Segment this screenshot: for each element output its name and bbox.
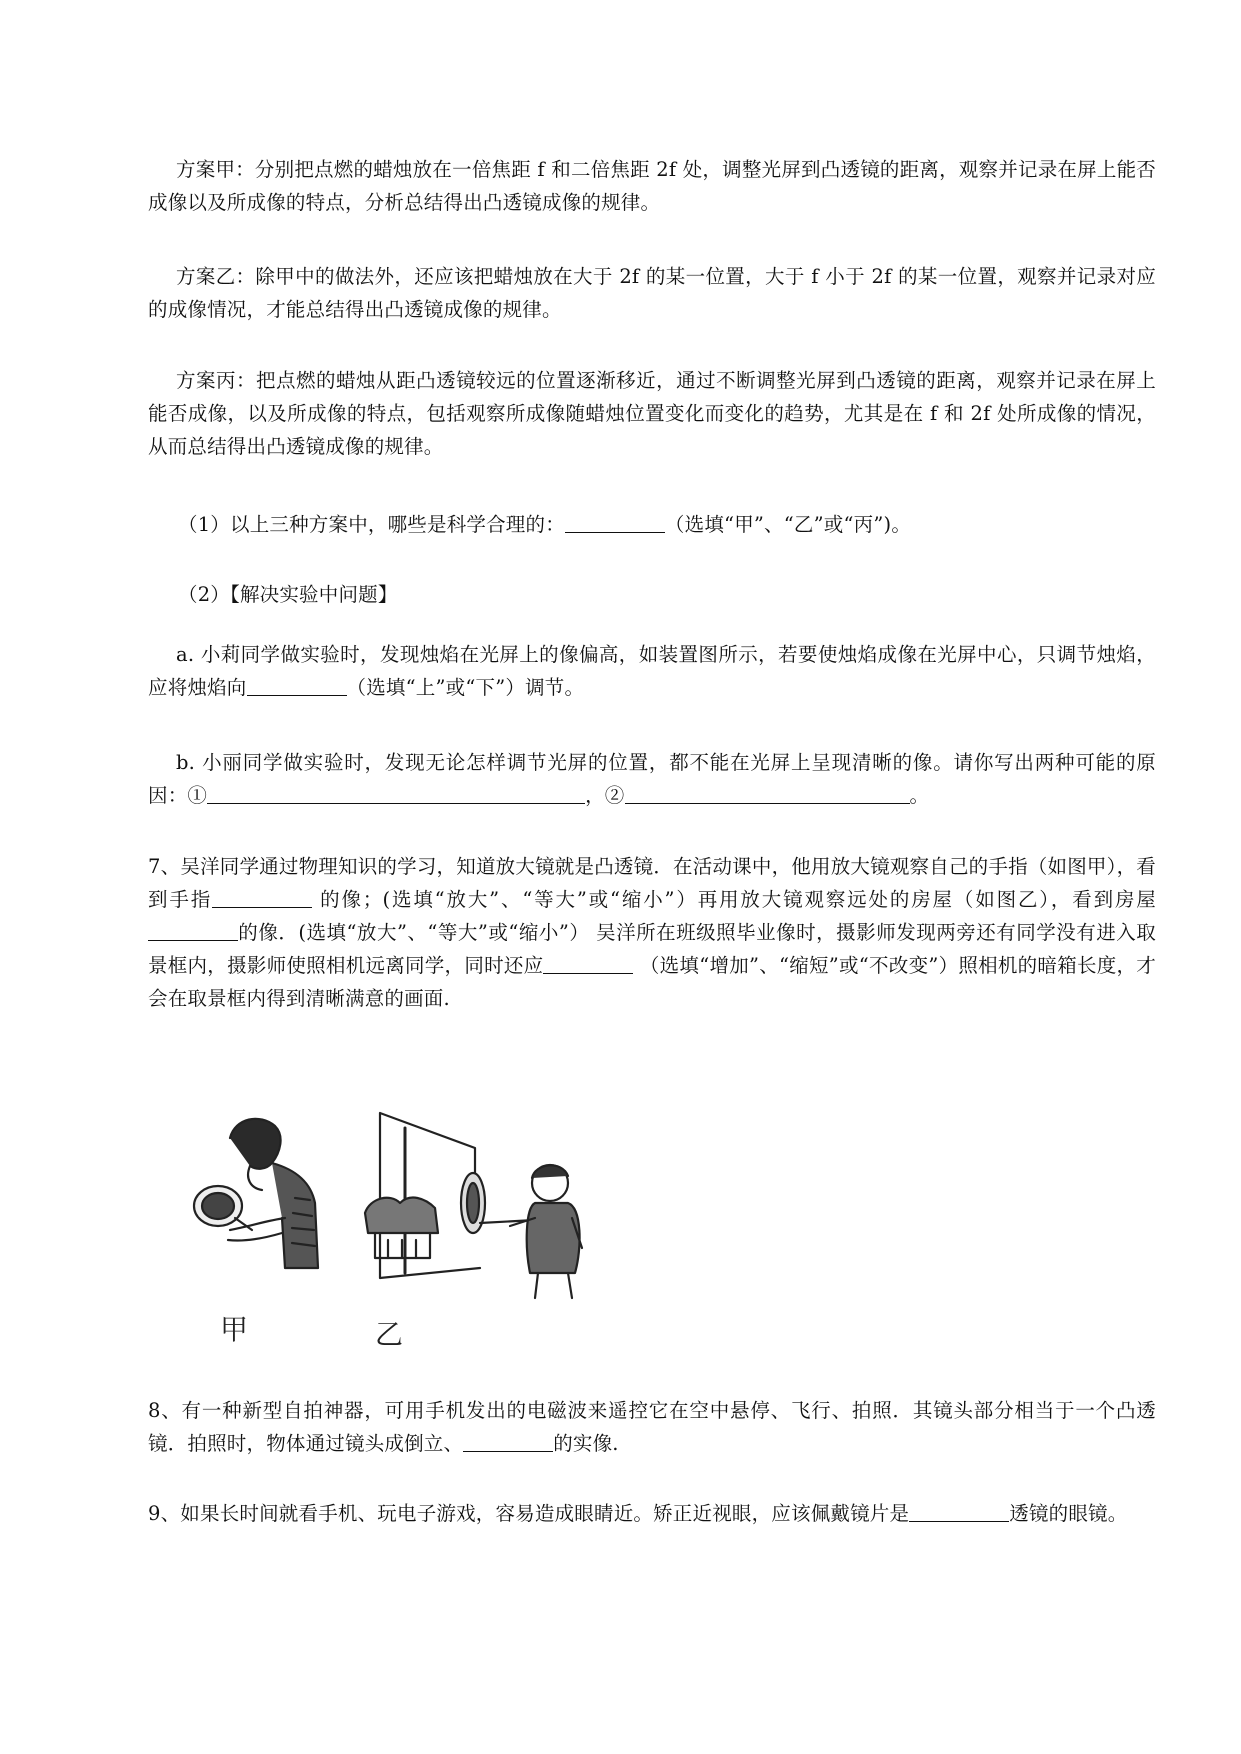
question-2b	[148, 746, 1156, 812]
question-1-text: （1）以上三种方案中，哪些是科学合理的：	[178, 513, 565, 536]
question-2a	[148, 638, 1156, 704]
question-1	[148, 508, 1156, 541]
figure-label-jia: 甲	[220, 1313, 249, 1346]
answer-blank-7-3[interactable]	[543, 951, 633, 974]
answer-blank-7-1[interactable]	[212, 885, 312, 908]
question-9-end: 透镜的眼镜。	[1009, 1502, 1128, 1525]
question-7-part2: 的像；(选填“放大”、“等大”或“缩小”）再用放大镜观察远处的房屋（如图乙），看到房屋	[312, 888, 1157, 911]
plan-bing-paragraph: 方案丙：把点燃的蜡烛从距凸透镜较远的位置逐渐移近，通过不断调整光屏到凸透镜的距离，观察并记录在屏上能否成像，以及所成像的特点，包括观察所成像随蜡烛位置变化而变化的趋势，尤其是在 f 和 2f 处所成像的情况，从而总结得出凸透镜成像的规律。	[148, 369, 1156, 458]
question-7	[148, 850, 1156, 1015]
question-8	[148, 1394, 1156, 1460]
question-9	[148, 1497, 1156, 1530]
plan-jia-paragraph: 方案甲：分别把点燃的蜡烛放在一倍焦距 f 和二倍焦距 2f 处，调整光屏到凸透镜的距离，观察并记录在屏上能否成像以及所成像的特点，分析总结得出凸透镜成像的规律。	[148, 158, 1156, 214]
question-2b-text: b. 小丽同学做实验时，发现无论怎样调节光屏的位置，都不能在光屏上呈现清晰的像。请你写出两种可能的原因：①	[148, 751, 1156, 807]
question-7-part3: 的像．(选填“放大”、“等大”或“缩小”） 吴洋所在班级照毕业像时，摄影师发现两旁还有同学没有进入取景框内，摄影师使照相机远离同学，同时还应	[148, 921, 1156, 977]
magnifier-illustration	[190, 1108, 670, 1308]
question-2a-text: a. 小莉同学做实验时，发现烛焰在光屏上的像偏高，如装置图所示，若要使烛焰成像在光屏中心，只调节烛焰，应将烛焰向	[148, 643, 1156, 699]
question-1-options: （选填“甲”、“乙”或“丙”)。	[664, 513, 912, 536]
illustration-figure	[190, 1108, 670, 1358]
plan-yi-paragraph: 方案乙：除甲中的做法外，还应该把蜡烛放在大于 2f 的某一位置，大于 f 小于 2f 的某一位置，观察并记录对应的成像情况，才能总结得出凸透镜成像的规律。	[148, 265, 1156, 321]
question-2b-separator: ，②	[585, 784, 625, 807]
question-2-heading: （2）【解决实验中问题】	[178, 583, 398, 606]
question-7-part4: （选填“增加”、“缩短”或“不改变”）照相机的暗箱长度，才会在取景框内得到清晰满意的画面.	[148, 954, 1156, 1010]
answer-blank-7-2[interactable]	[148, 918, 238, 941]
figure-label-yi: 乙	[375, 1318, 404, 1351]
question-2a-options: （选填“上”或“下”）调节。	[346, 676, 585, 699]
question-2b-end: 。	[909, 784, 930, 807]
answer-blank-2a[interactable]	[247, 673, 347, 696]
question-9-text: 9、如果长时间就看手机、玩电子游戏，容易造成眼睛近。矫正近视眼，应该佩戴镜片是	[148, 1502, 910, 1525]
answer-blank-2b-2[interactable]	[625, 781, 910, 804]
question-8-text: 8、有一种新型自拍神器，可用手机发出的电磁波来遥控它在空中悬停、飞行、拍照．其镜头部分相当于一个凸透镜．拍照时，物体通过镜头成倒立、	[148, 1399, 1156, 1455]
answer-blank-8[interactable]	[463, 1429, 553, 1452]
question-7-part1: 7、吴洋同学通过物理知识的学习，知道放大镜就是凸透镜．在活动课中，他用放大镜观察自己的手指（如图甲），看到手指	[148, 855, 1156, 911]
question-8-end: 的实像.	[553, 1432, 619, 1455]
answer-blank-2b-1[interactable]	[207, 781, 585, 804]
answer-blank-9[interactable]	[909, 1499, 1009, 1522]
answer-blank-1[interactable]	[565, 510, 665, 533]
